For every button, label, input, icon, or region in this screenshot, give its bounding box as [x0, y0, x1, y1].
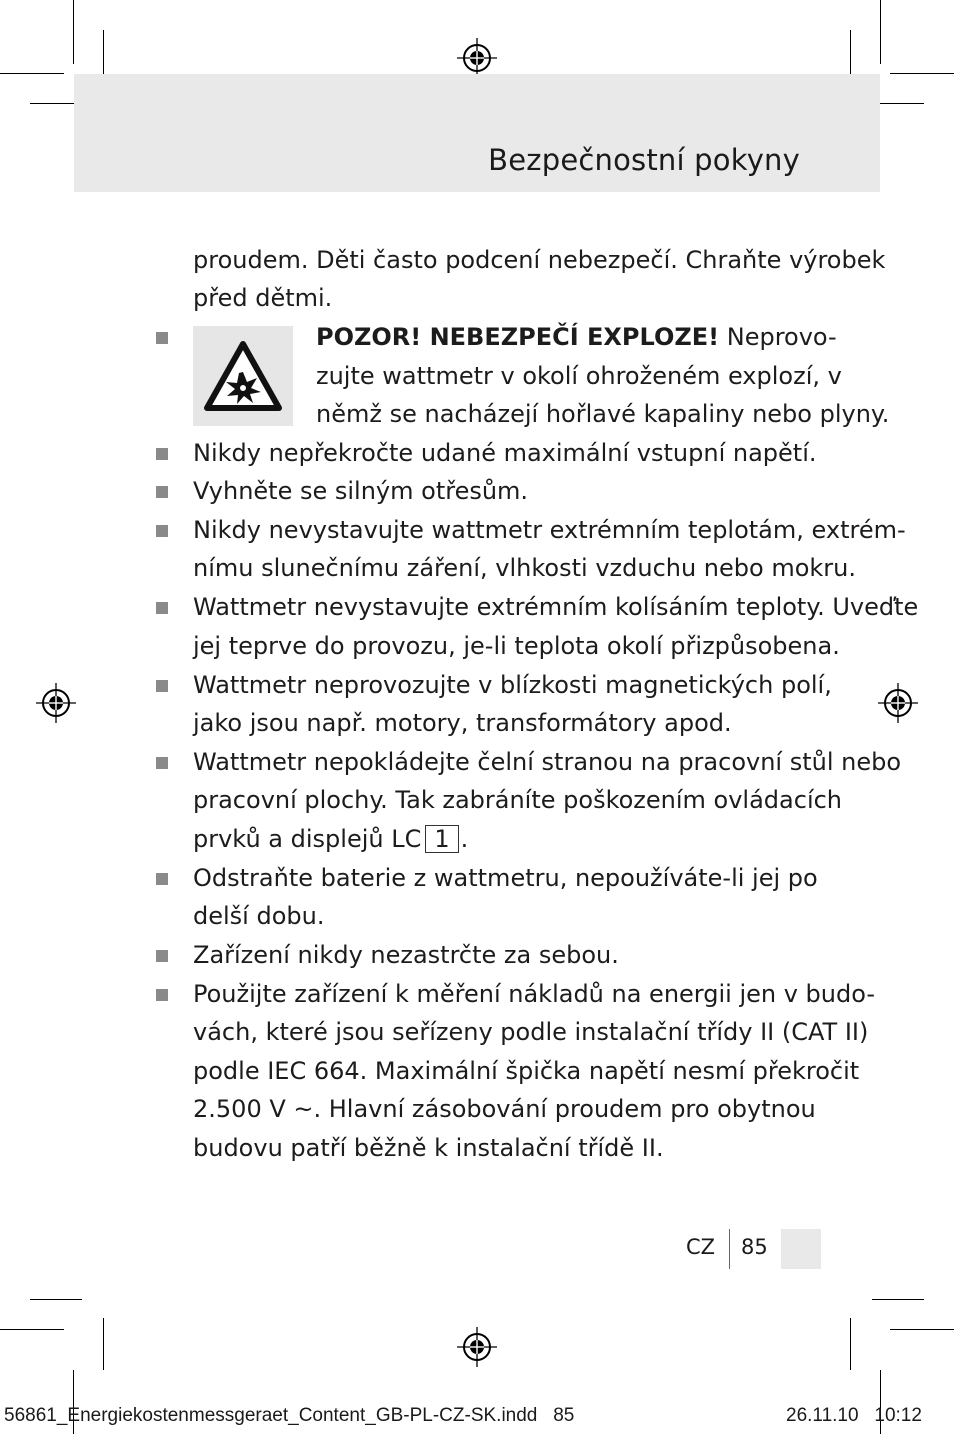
- crop-mark: [890, 73, 954, 74]
- text-line: 2.500 V ~. Hlavní zásobování proudem pro obytnou: [193, 1095, 816, 1123]
- text-line: Wattmetr neprovozujte v blízkosti magnetických polí,: [193, 671, 832, 699]
- text-fragment: .: [460, 825, 469, 853]
- crop-mark: [30, 1299, 82, 1300]
- text-line: Použijte zařízení k měření nákladů na energii jen v budo-: [193, 980, 876, 1008]
- page-title: Bezpečnostní pokyny: [488, 143, 800, 177]
- registration-mark-icon: [878, 683, 918, 723]
- text-line: vách, které jsou seřízeny podle instalační třídy II (CAT II): [193, 1018, 869, 1046]
- text-line: zujte wattmetr v okolí ohroženém explozí, v: [316, 362, 842, 390]
- text-line: Odstraňte baterie z wattmetru, nepoužíváte-li jej po: [193, 864, 818, 892]
- footer-tab: [781, 1229, 821, 1269]
- text-line: němž se nacházejí hořlavé kapaliny nebo plyny.: [316, 400, 890, 428]
- text-line: jako jsou např. motory, transformátory apod.: [193, 709, 732, 737]
- text-line: delší dobu.: [193, 902, 325, 930]
- text-line: pracovní plochy. Tak zabráníte poškozením ovládacích: [193, 786, 843, 814]
- text-line: Wattmetr nevystavujte extrémním kolísáním teploty. Uveďte: [193, 593, 919, 621]
- slug-datetime: 26.11.10 10:12: [786, 1405, 922, 1426]
- crop-mark: [850, 1318, 851, 1370]
- text-line: nímu slunečnímu záření, vlhkosti vzduchu nebo mokru.: [193, 554, 856, 582]
- registration-mark-icon: [36, 683, 76, 723]
- warning-sign: [193, 326, 293, 426]
- bullet-icon: [156, 448, 168, 460]
- bullet-icon: [156, 950, 168, 962]
- crop-mark: [890, 1329, 954, 1330]
- text-line: před dětmi.: [193, 284, 333, 312]
- bullet-icon: [156, 989, 168, 1001]
- registration-mark-icon: [457, 38, 497, 78]
- text-line: Vyhněte se silným otřesům.: [193, 477, 529, 505]
- crop-mark: [73, 0, 74, 64]
- text-line: jej teprve do provozu, je-li teplota okolí přizpůsobena.: [193, 632, 840, 660]
- text-line: Zařízení nikdy nezastrčte za sebou.: [193, 941, 619, 969]
- warning-line: [316, 318, 837, 357]
- crop-mark: [872, 1299, 924, 1300]
- text-line: Nikdy nevystavujte wattmetr extrémním teplotám, extrém-: [193, 516, 906, 544]
- bullet-icon: [156, 757, 168, 769]
- text-line: Nikdy nepřekročte udané maximální vstupní napětí.: [193, 439, 817, 467]
- crop-mark: [0, 73, 64, 74]
- warning-text: Neprovo-: [719, 323, 837, 351]
- text-line-with-ref: [193, 820, 468, 859]
- crop-mark: [103, 1318, 104, 1370]
- bullet-icon: [156, 332, 168, 344]
- reference-number: 1: [425, 825, 458, 853]
- text-line: budovu patří běžně k instalační třídě II.: [193, 1134, 664, 1162]
- page-number: 85: [741, 1235, 768, 1259]
- bullet-icon: [156, 680, 168, 692]
- text-line: Wattmetr nepokládejte čelní stranou na pracovní stůl nebo: [193, 748, 902, 776]
- slug-filename: 56861_Energiekostenmessgeraet_Content_GB-PL-CZ-SK.indd 85: [4, 1405, 575, 1426]
- text-fragment: prvků a displejů LC: [193, 825, 422, 853]
- registration-mark-icon: [457, 1327, 497, 1367]
- text-line: proudem. Děti často podcení nebezpečí. Chraňte výrobek: [193, 246, 886, 274]
- text-line: podle IEC 664. Maximální špička napětí nesmí překročit: [193, 1057, 860, 1085]
- bullet-icon: [156, 486, 168, 498]
- bullet-icon: [156, 602, 168, 614]
- warning-title: POZOR! NEBEZPEČÍ EXPLOZE!: [316, 323, 720, 351]
- crop-mark: [880, 0, 881, 64]
- bullet-icon: [156, 525, 168, 537]
- crop-mark: [0, 1329, 64, 1330]
- explosion-hazard-icon: [193, 326, 293, 426]
- bullet-icon: [156, 873, 168, 885]
- footer-divider: [729, 1229, 730, 1269]
- language-code: CZ: [686, 1235, 716, 1259]
